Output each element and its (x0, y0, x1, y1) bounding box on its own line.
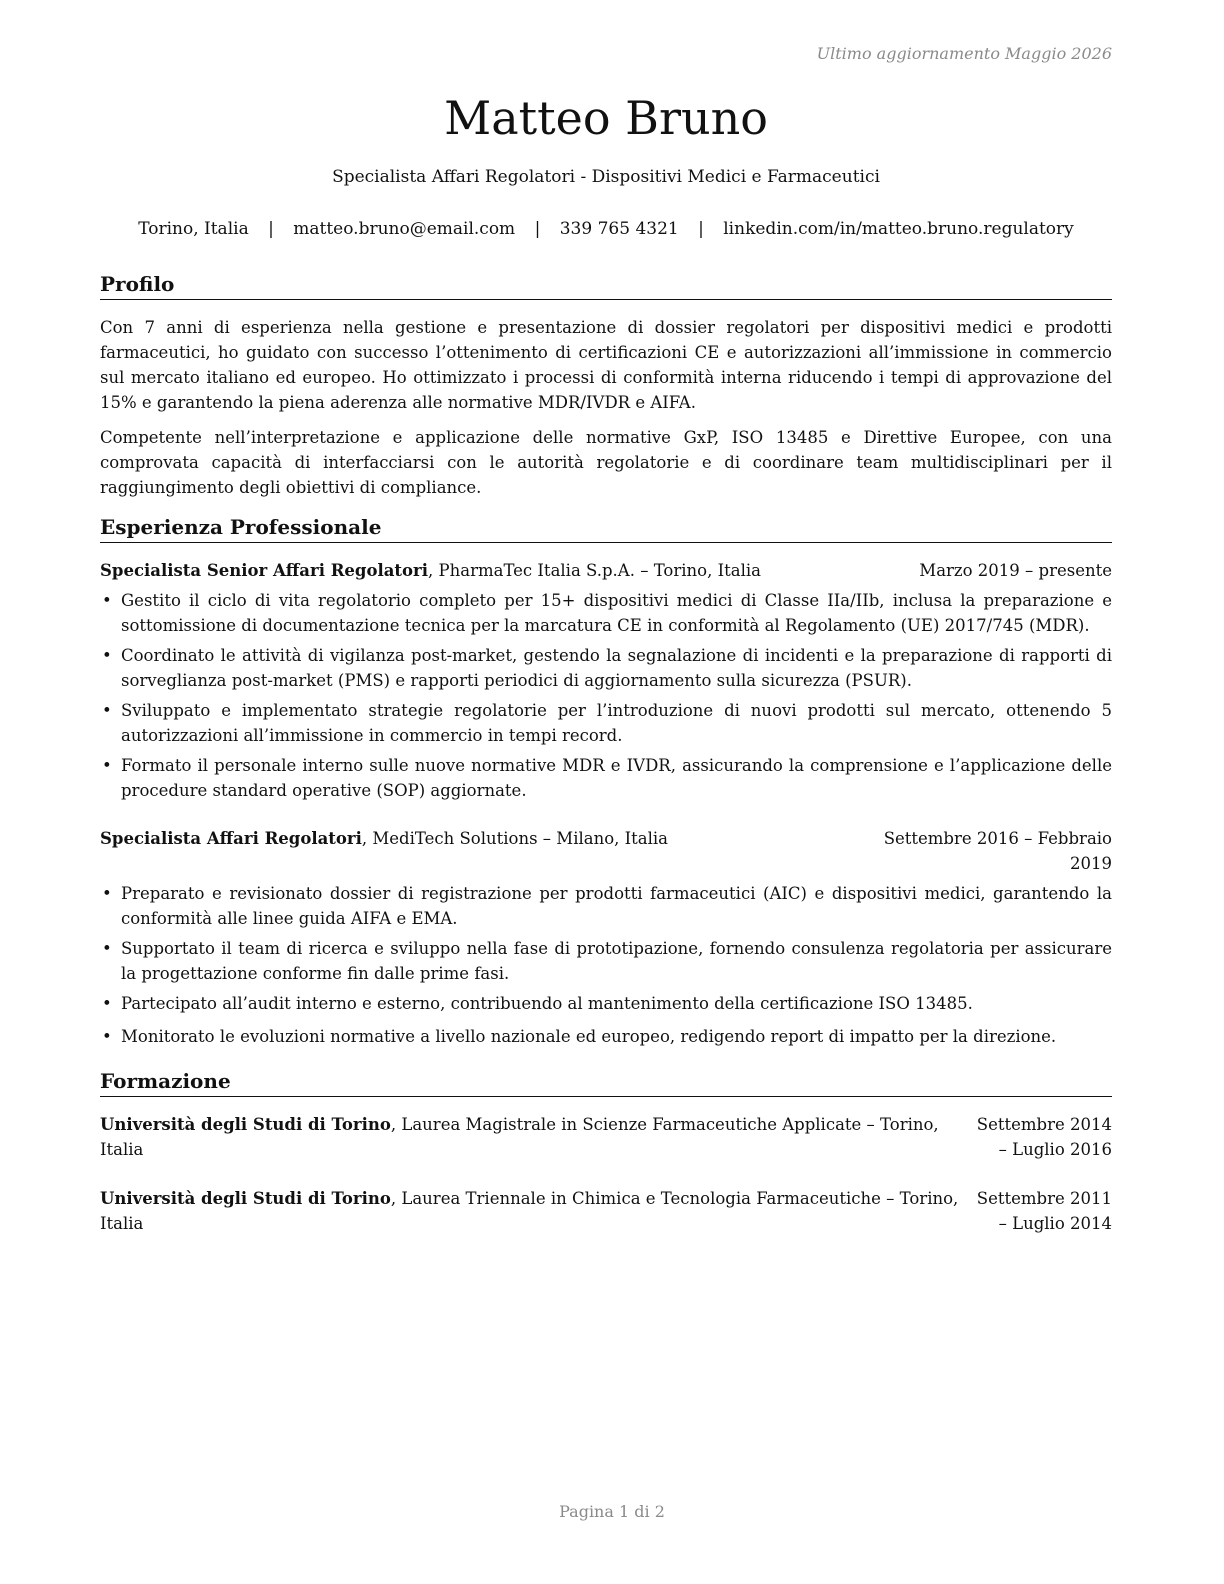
bullet-item: • Sviluppato e implementato strategie regolatorie per l’introduzione di nuovi prodotti sul mercato, ottenendo 5 autorizzazioni all’immissione in commercio in tempi record. (100, 698, 1112, 748)
education-item (100, 1112, 1112, 1162)
bullet-item: • Gestito il ciclo di vita regolatorio completo per 15+ dispositivi medici di Classe IIa/IIb, inclusa la preparazione e sottomissione di documentazione tecnica per la marcatura CE in conformità al Regolamento (UE) 2017/745 (MDR). (100, 588, 1112, 638)
education-degree: , Laurea Magistrale in Scienze Farmaceutiche Applicate – Torino, Italia (100, 1115, 939, 1159)
last-updated-note: Ultimo aggiornamento Maggio 2026 (816, 44, 1112, 63)
profile-paragraph: Con 7 anni di esperienza nella gestione e presentazione di dossier regolatori per dispositivi medici e prodotti farmaceutici, ho guidato con successo l’ottenimento di certificazioni CE e autorizzazioni all’immissione in commercio sul mercato italiano ed europeo. Ho ottimizzato i processi di conformità interna riducendo i tempi di approvazione del 15% e garantendo la piena aderenza alle normative MDR/IVDR e AIFA. (100, 318, 1112, 412)
education-school: Università degli Studi di Torino (100, 1189, 391, 1208)
job-role: Specialista Senior Affari Regolatori (100, 561, 429, 580)
bullet-item: • Partecipato all’audit interno e esterno, contribuendo al mantenimento della certificazione ISO 13485. (100, 991, 1112, 1016)
education-date: Settembre 2011 – Luglio 2014 (976, 1189, 1112, 1233)
contact-linkedin[interactable]: linkedin.com/in/matteo.bruno.regulatory (723, 219, 1074, 239)
bullet-item: • Formato il personale interno sulle nuove normative MDR e IVDR, assicurando la comprensione e l’applicazione delle procedure standard operative (SOP) aggiornate. (100, 753, 1112, 803)
profile-paragraph: Competente nell’interpretazione e applicazione delle normative GxP, ISO 13485 e Direttive Europee, con una comprovata capacità di interfacciarsi con le autorità regolatorie e di coordinare team multidisciplinari per il raggiungimento degli obiettivi di compliance. (100, 428, 1112, 497)
job-date: Marzo 2019 – presente (919, 561, 1112, 580)
education-school: Università degli Studi di Torino (100, 1115, 391, 1134)
job-company: , MediTech Solutions – Milano, Italia (361, 829, 669, 848)
section-title-experience: Esperienza Professionale (100, 514, 1112, 543)
contact-separator: | (268, 219, 274, 239)
job-date: Settembre 2016 – Febbraio 2019 (883, 829, 1112, 873)
bullet-item: • Preparato e revisionato dossier di registrazione per prodotti farmaceutici (AIC) e dispositivi medici, garantendo la conformità alle linee guida AIFA e EMA. (100, 881, 1112, 931)
bullet-item: • Supportato il team di ricerca e sviluppo nella fase di prototipazione, fornendo consulenza regolatoria per assicurare la progettazione conforme fin dalle prime fasi. (100, 936, 1112, 986)
job-header (100, 558, 1112, 583)
section-title-education: Formazione (100, 1068, 1112, 1097)
job-company: , PharmaTec Italia S.p.A. – Torino, Italia (428, 561, 761, 580)
job-bullets (100, 881, 1112, 1049)
contact-line (100, 219, 1112, 239)
contact-location: Torino, Italia (138, 219, 249, 239)
bullet-item: • Monitorato le evoluzioni normative a livello nazionale ed europeo, redigendo report di impatto per la direzione. (100, 1024, 1112, 1049)
job-header (100, 826, 1112, 873)
education-text (100, 1186, 970, 1236)
page-number: Pagina 1 di 2 (559, 1502, 665, 1521)
job-role: Specialista Affari Regolatori (100, 829, 362, 848)
education-degree: , Laurea Triennale in Chimica e Tecnologia Farmaceutiche – Torino, Italia (100, 1189, 959, 1233)
candidate-name: Matteo Bruno (444, 91, 768, 145)
candidate-subtitle: Specialista Affari Regolatori - Dispositivi Medici e Farmaceutici (332, 167, 880, 187)
contact-phone[interactable]: 339 765 4321 (559, 219, 679, 239)
contact-separator: | (698, 219, 704, 239)
job-bullets (100, 588, 1112, 803)
contact-email[interactable]: matteo.bruno@email.com (293, 219, 516, 239)
contact-separator: | (534, 219, 541, 239)
bullet-item: • Coordinato le attività di vigilanza post-market, gestendo la segnalazione di incidenti e la preparazione di rapporti di sorveglianza post-market (PMS) e rapporti periodici di aggiornamento sulla sicurezza (PSUR). (100, 643, 1112, 693)
section-title-profile: Profilo (100, 271, 1112, 300)
education-date: Settembre 2014 – Luglio 2016 (976, 1115, 1112, 1159)
education-item (100, 1186, 1112, 1236)
education-text (100, 1112, 970, 1162)
